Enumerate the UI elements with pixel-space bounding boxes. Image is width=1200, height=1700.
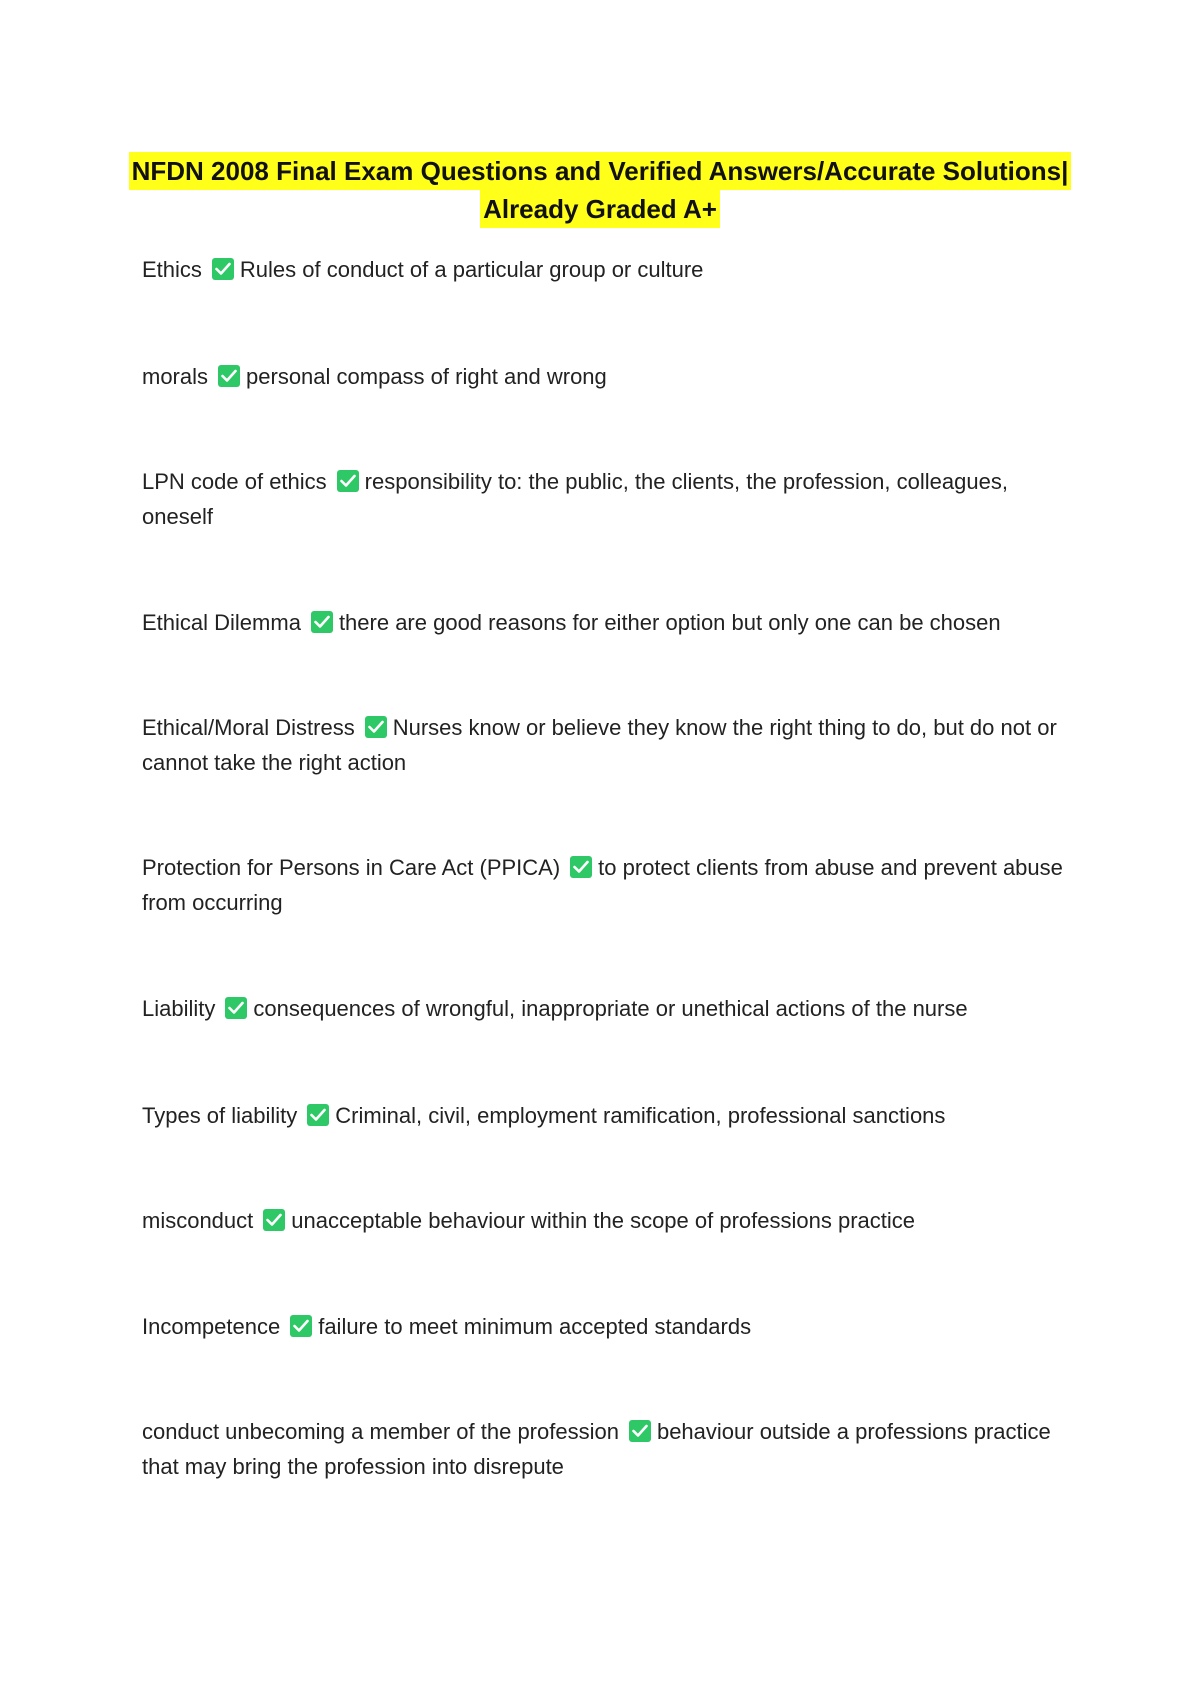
entry-definition: Rules of conduct of a particular group or culture	[239, 257, 704, 282]
entry-term: Ethical Dilemma	[142, 610, 301, 635]
entry-definition: Criminal, civil, employment ramification, professional sanctions	[335, 1103, 946, 1128]
entry-lpn-code-of-ethics	[142, 464, 1072, 534]
entry-liability	[142, 991, 1072, 1026]
green-checkmark-icon	[365, 716, 387, 738]
entry-definition: responsibility to: the public, the clients, the profession, colleagues, oneself	[142, 469, 1008, 529]
entry-term: morals	[142, 364, 209, 389]
entry-ethical-moral-distress	[142, 710, 1072, 780]
entry-term: Ethical/Moral Distress	[142, 715, 355, 740]
green-checkmark-icon	[212, 258, 234, 280]
entry-definition: personal compass of right and wrong	[246, 364, 607, 389]
green-checkmark-icon	[307, 1104, 329, 1126]
entry-term: Incompetence	[142, 1314, 281, 1339]
entry-term: Liability	[142, 996, 216, 1021]
entry-types-of-liability	[142, 1098, 1072, 1133]
entry-definition: consequences of wrongful, inappropriate or unethical actions of the nurse	[253, 996, 968, 1021]
entry-term: Ethics	[142, 257, 202, 282]
entry-term: conduct unbecoming a member of the profession	[142, 1419, 619, 1444]
entry-definition: Nurses know or believe they know the right thing to do, but do not or cannot take the right action	[142, 715, 1057, 775]
entry-ethics	[142, 252, 1072, 287]
entry-ppica	[142, 850, 1072, 920]
entry-definition: behaviour outside a professions practice that may bring the profession into disrepute	[142, 1419, 1051, 1479]
entry-ethical-dilemma	[142, 605, 1072, 640]
entry-morals	[142, 359, 1072, 394]
entry-incompetence	[142, 1309, 1072, 1344]
entry-definition: to protect clients from abuse and prevent abuse from occurring	[142, 855, 1063, 915]
entry-term: Types of liability	[142, 1103, 298, 1128]
entry-definition: there are good reasons for either option but only one can be chosen	[338, 610, 1001, 635]
entry-term: Protection for Persons in Care Act (PPICA)	[142, 855, 561, 880]
entry-definition: unacceptable behaviour within the scope of professions practice	[291, 1208, 915, 1233]
entry-misconduct	[142, 1203, 1072, 1238]
document-title	[0, 152, 1200, 228]
green-checkmark-icon	[570, 856, 592, 878]
entry-term: misconduct	[142, 1208, 254, 1233]
green-checkmark-icon	[337, 470, 359, 492]
title-line-2: Already Graded A+	[480, 190, 720, 228]
green-checkmark-icon	[218, 365, 240, 387]
entry-conduct-unbecoming	[142, 1414, 1072, 1484]
entry-term: LPN code of ethics	[142, 469, 327, 494]
green-checkmark-icon	[290, 1315, 312, 1337]
green-checkmark-icon	[225, 997, 247, 1019]
green-checkmark-icon	[311, 611, 333, 633]
title-line-1: NFDN 2008 Final Exam Questions and Verified Answers/Accurate Solutions|	[129, 152, 1072, 190]
green-checkmark-icon	[263, 1209, 285, 1231]
green-checkmark-icon	[629, 1420, 651, 1442]
entry-definition: failure to meet minimum accepted standards	[318, 1314, 752, 1339]
